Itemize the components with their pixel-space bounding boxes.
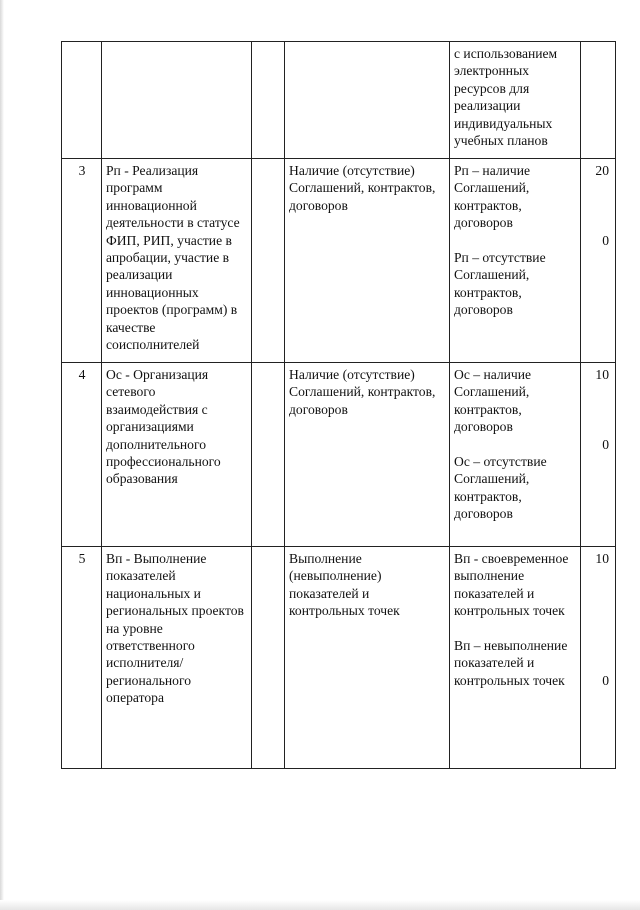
scan-edge-shadow <box>0 0 4 910</box>
table-row <box>62 159 616 363</box>
criteria-table <box>61 41 616 769</box>
row-number: 3 <box>62 159 102 363</box>
empty-cell <box>252 363 285 547</box>
table-row <box>62 42 616 159</box>
points-cell <box>581 159 616 363</box>
value-text: Вп – невыполнение показателей и контрольных точек <box>454 638 568 688</box>
scan-bottom-shadow <box>0 900 640 910</box>
row-number: 5 <box>62 547 102 769</box>
empty-cell <box>252 159 285 363</box>
values-cell <box>450 159 581 363</box>
row-number <box>62 42 102 159</box>
value-text: Рп – наличие Соглашений, контрактов, договоров <box>454 163 531 231</box>
empty-cell <box>252 547 285 769</box>
table-row <box>62 363 616 547</box>
value-text: Вп - своевременное выполнение показателей и контрольных точек <box>454 551 569 619</box>
values-cell <box>450 42 581 159</box>
criterion-cell: Ос - Организация сетевого взаимодействия с организациями дополнительного профессионального образования <box>102 363 252 547</box>
points-cell <box>581 547 616 769</box>
points-value: 20 <box>595 163 609 178</box>
points-value: 10 <box>595 367 609 382</box>
points-value: 10 <box>595 551 609 566</box>
values-cell <box>450 547 581 769</box>
criterion-cell <box>102 42 252 159</box>
points-value: 0 <box>602 672 609 688</box>
points-value: 0 <box>602 436 609 452</box>
empty-cell <box>252 42 285 159</box>
criterion-cell: Рп - Реализация программ инновационной деятельности в статусе ФИП, РИП, участие в апробации, участие в реализации инновационных проектов (программ) в качестве соисполнителей <box>102 159 252 363</box>
value-text: Ос – отсутствие Соглашений, контрактов, договоров <box>454 454 547 522</box>
row-number: 4 <box>62 363 102 547</box>
criterion-cell: Вп - Выполнение показателей национальных и региональных проектов на уровне ответственного исполнителя/регионального оператора <box>102 547 252 769</box>
values-cell <box>450 363 581 547</box>
indicator-cell: Наличие (отсутствие) Соглашений, контрактов, договоров <box>285 363 450 547</box>
value-text: с использованием электронных ресурсов для реализации индивидуальных учебных планов <box>454 46 558 149</box>
points-value: 0 <box>602 232 609 248</box>
points-cell <box>581 363 616 547</box>
indicator-cell: Наличие (отсутствие) Соглашений, контрактов, договоров <box>285 159 450 363</box>
indicator-cell: Выполнение (невыполнение) показателей и контрольных точек <box>285 547 450 769</box>
table-row <box>62 547 616 769</box>
indicator-cell <box>285 42 450 159</box>
value-text: Рп – отсутствие Соглашений, контрактов, договоров <box>454 250 546 318</box>
points-cell <box>581 42 616 159</box>
value-text: Ос – наличие Соглашений, контрактов, договоров <box>454 367 532 435</box>
